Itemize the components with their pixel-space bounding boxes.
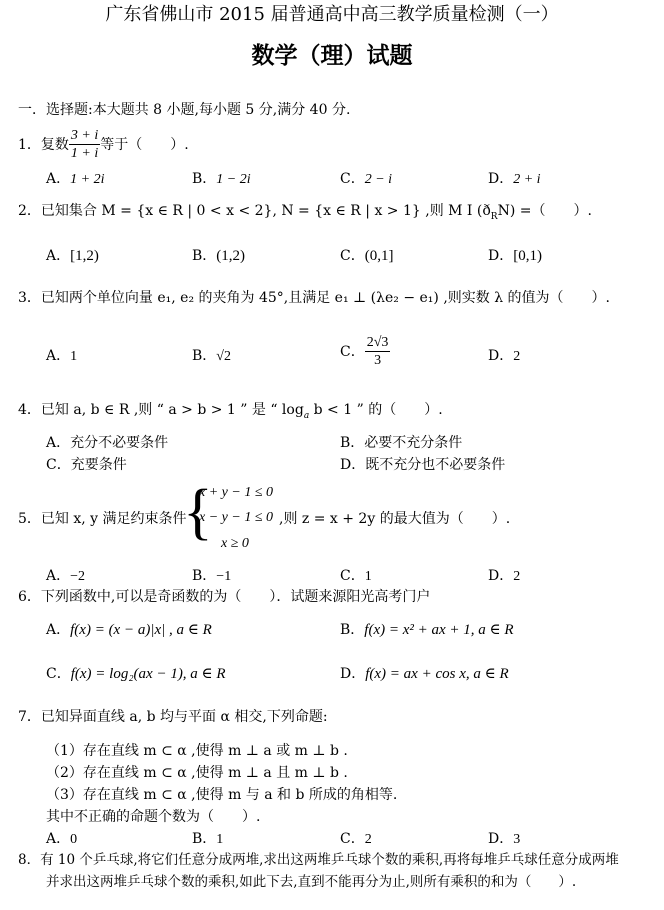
question-5-tail: ,则 z = x + 2y 的最大值为（ ）. (279, 511, 511, 527)
question-3-text: 已知两个单位向量 e₁, e₂ 的夹角为 45°,且满足 e₁ ⊥ (λe₂ − e₁) ,则实数 λ 的值为（ ）. (40, 290, 610, 306)
option-text: 0 (70, 832, 78, 847)
q6-option-b[interactable] (340, 622, 514, 638)
log-base-subscript: a (303, 410, 310, 421)
question-6-stem (18, 590, 430, 604)
q4-option-d[interactable] (340, 458, 505, 472)
question-8-text-1: 有 10 个乒乓球,将它们任意分成两堆,求出这两堆乒乓球个数的乘积,再将每堆乒乓球任意分成两堆 (40, 852, 619, 868)
option-label: C． (340, 344, 365, 360)
q6-option-a[interactable] (46, 622, 212, 638)
option-text: 充要条件 (70, 457, 127, 473)
option-label: C． (340, 171, 365, 187)
option-text: 2 + i (513, 172, 541, 187)
q7-question: 其中不正确的命题个数为（ ）. (46, 809, 261, 825)
q7-option-d[interactable] (488, 832, 520, 847)
question-1-fraction (69, 129, 100, 161)
q3-option-b[interactable] (192, 349, 231, 364)
option-text: 2 (364, 832, 372, 847)
question-5-lead (18, 512, 187, 526)
question-3-stem (18, 291, 610, 305)
option-label: D． (488, 348, 514, 364)
fraction-denominator: 3 (374, 353, 382, 368)
option-text: f(x) = x² + ax + 1, a ∈ R (364, 622, 514, 638)
option-label: A． (46, 435, 71, 451)
q2-option-b[interactable] (192, 248, 245, 264)
question-4-stem (18, 403, 443, 421)
constraint-line-1: x + y − 1 ≤ 0 (199, 485, 274, 500)
option-fraction (365, 336, 391, 368)
q7-proposition-1: （1）存在直线 m ⊂ α ,使得 m ⊥ a 或 m ⊥ b . (46, 743, 348, 759)
q7-option-c[interactable] (340, 832, 372, 847)
option-label: C． (340, 248, 365, 264)
option-label: A． (46, 568, 71, 584)
option-label: C． (46, 457, 71, 473)
option-text: f(x) = log₂(ax − 1), a ∈ R (70, 666, 226, 682)
option-label: C． (340, 831, 365, 847)
option-text: 1 (70, 349, 78, 364)
q3-option-d[interactable] (488, 349, 520, 364)
question-2-tail: N) =（ ）. (497, 203, 592, 219)
option-label: C． (340, 568, 365, 584)
option-label: B． (192, 171, 217, 187)
option-label: D． (488, 568, 514, 584)
q1-option-c[interactable] (340, 172, 392, 187)
option-label: D． (488, 171, 514, 187)
q6-option-c[interactable] (46, 666, 226, 682)
option-label: A． (46, 248, 71, 264)
document-subtitle: 数学（理）试题 (251, 42, 413, 69)
q5-option-c[interactable] (340, 569, 372, 584)
question-4-tail: b < 1 ” 的（ ）. (309, 402, 443, 418)
q2-option-a[interactable] (46, 248, 99, 264)
q3-option-a[interactable] (46, 349, 77, 364)
option-label: B． (340, 435, 365, 451)
q2-option-d[interactable] (488, 248, 542, 264)
question-number: 7． (18, 709, 41, 725)
option-text: (1,2) (216, 248, 246, 264)
option-text: −1 (216, 569, 232, 584)
option-text: 1 − 2i (216, 172, 251, 187)
question-number: 3． (18, 290, 41, 306)
option-label: B． (192, 248, 217, 264)
question-2-text: 已知集合 M = {x ∈ R | 0 < x < 2}, N = {x ∈ R | x > 1} ,则 M I (ð (40, 203, 491, 219)
option-label: B． (192, 348, 217, 364)
complement-subscript: R (490, 211, 498, 222)
option-text: 必要不充分条件 (364, 435, 463, 451)
q4-option-c[interactable] (46, 458, 127, 472)
constraint-line-2: x − y − 1 ≤ 0 (199, 510, 274, 525)
option-text: f(x) = (x − a)|x| , a ∈ R (70, 622, 212, 638)
option-label: C． (46, 666, 71, 682)
question-6-text: 下列函数中,可以是奇函数的为（ ）．试题来源阳光高考门户 (40, 589, 431, 605)
q1-option-d[interactable] (488, 172, 541, 187)
option-text: 充分不必要条件 (70, 435, 169, 451)
option-text: 1 + 2i (70, 172, 105, 187)
fraction-denominator: 1 + i (70, 146, 99, 161)
option-text: 1 (216, 832, 224, 847)
q5-option-d[interactable] (488, 569, 520, 584)
q6-option-d[interactable] (340, 666, 509, 682)
option-label: D． (488, 248, 514, 264)
question-7-stem (18, 710, 328, 724)
question-number: 8． (18, 852, 41, 868)
fraction-numerator: 3 + i (70, 128, 99, 143)
option-label: A． (46, 831, 71, 847)
q5-option-a[interactable] (46, 569, 85, 584)
q3-option-c[interactable] (340, 336, 390, 368)
option-label: B． (340, 622, 365, 638)
option-text: 既不充分也不必要条件 (365, 457, 506, 473)
q1-option-b[interactable] (192, 172, 251, 187)
constraint-brace: { (183, 478, 213, 546)
question-number: 4． (18, 402, 41, 418)
option-text: −2 (70, 569, 86, 584)
option-text: 2 (513, 569, 521, 584)
question-number: 2． (18, 203, 41, 219)
question-8-line-2: 并求出这两堆乒乓球个数的乘积,如此下去,直到不能再分为止,则所有乘积的和为（ ）. (46, 874, 577, 890)
document-title: 广东省佛山市 2015 届普通高中高三教学质量检测（一） (105, 4, 559, 25)
question-1-lead: 复数 (40, 137, 69, 153)
option-label: D． (488, 831, 514, 847)
option-text: √2 (216, 349, 231, 364)
option-label: A． (46, 171, 71, 187)
q7-option-b[interactable] (192, 832, 223, 847)
question-7-text: 已知异面直线 a, b 均与平面 α 相交,下列命题: (40, 709, 328, 725)
question-5-text: 已知 x, y 满足约束条件 (40, 511, 187, 527)
question-1-stem (18, 129, 189, 161)
question-number: 6． (18, 589, 41, 605)
constraint-line-3: x ≥ 0 (221, 536, 249, 551)
question-2-stem (18, 204, 592, 222)
q4-option-a[interactable] (46, 436, 168, 450)
question-number: 5． (18, 511, 41, 527)
option-label: A． (46, 348, 71, 364)
option-text: 3 (513, 832, 521, 847)
question-1-tail: 等于（ ）. (100, 137, 189, 153)
question-number: 1． (18, 137, 41, 153)
option-text: 1 (364, 569, 372, 584)
option-label: D． (340, 457, 366, 473)
q4-option-b[interactable] (340, 436, 462, 450)
option-text: (0,1] (364, 248, 394, 264)
fraction-numerator: 2√3 (366, 335, 389, 350)
q7-option-a[interactable] (46, 832, 77, 847)
option-text: 2 (513, 349, 521, 364)
option-text: [0,1) (513, 248, 542, 264)
option-text: 2 − i (364, 172, 393, 187)
q7-proposition-3: （3）存在直线 m ⊂ α ,使得 m 与 a 和 b 所成的角相等. (46, 787, 398, 803)
q5-option-b[interactable] (192, 569, 231, 584)
section-heading: 一．选择题:本大题共 8 小题,每小题 5 分,满分 40 分. (18, 102, 351, 118)
option-label: A． (46, 622, 71, 638)
option-label: B． (192, 831, 217, 847)
option-label: B． (192, 568, 217, 584)
option-text: f(x) = ax + cos x, a ∈ R (365, 666, 509, 682)
q7-proposition-2: （2）存在直线 m ⊂ α ,使得 m ⊥ a 且 m ⊥ b . (46, 765, 348, 781)
q2-option-c[interactable] (340, 248, 393, 264)
option-text: [1,2) (70, 248, 99, 264)
question-8-line-1 (18, 854, 619, 868)
question-4-text: 已知 a, b ∈ R ,则 “ a > b > 1 ” 是 “ log (40, 402, 304, 418)
option-label: D． (340, 666, 366, 682)
q1-option-a[interactable] (46, 172, 104, 187)
